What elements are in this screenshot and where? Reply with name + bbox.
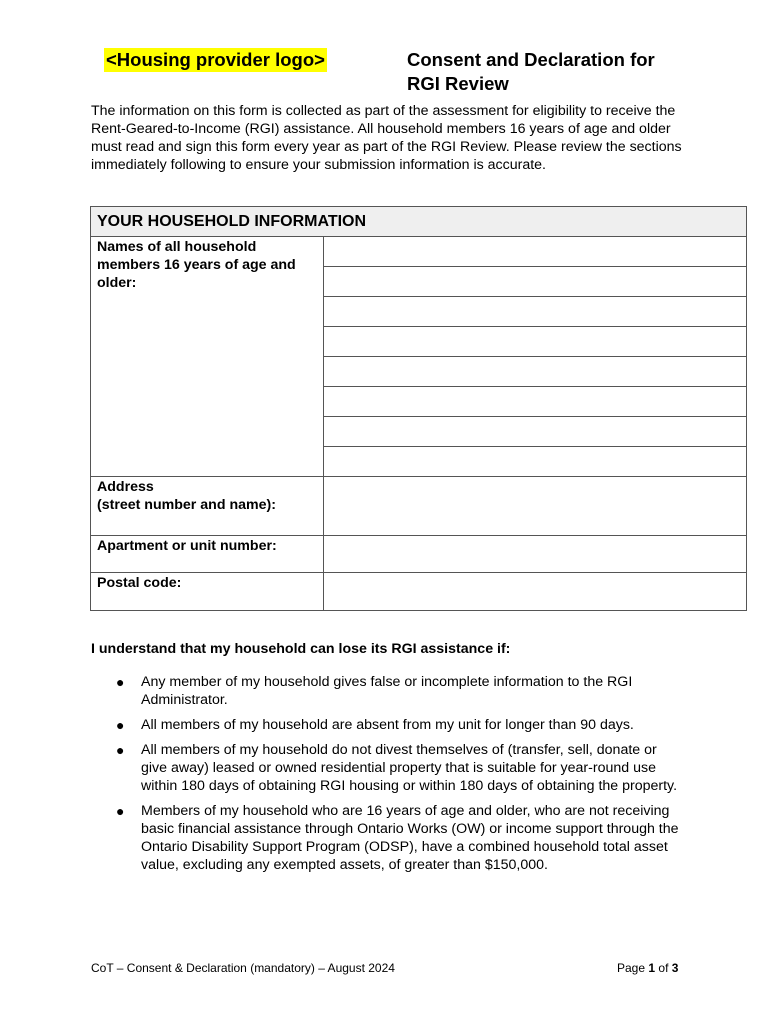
household-information-table — [90, 206, 747, 611]
rules-list — [116, 673, 686, 881]
name-field-5[interactable] — [324, 357, 747, 387]
postal-code-label: Postal code: — [91, 573, 324, 611]
names-label: Names of all household members 16 years of age and older: — [91, 237, 324, 477]
address-label — [91, 477, 324, 536]
name-field-7[interactable] — [324, 417, 747, 447]
list-item: ● All members of my household do not divest themselves of (transfer, sell, donate or give away) leased or owned residential property that is suitable for year-round use within 180 days of obtaining RGI housing or within 180 days of obtaining the property. — [116, 742, 678, 794]
address-label-line-1: Address — [97, 479, 154, 495]
name-field-3[interactable] — [324, 297, 747, 327]
name-field-2[interactable] — [324, 267, 747, 297]
household-section-heading: YOUR HOUSEHOLD INFORMATION — [91, 207, 747, 237]
name-field-4[interactable] — [324, 327, 747, 357]
intro-paragraph: The information on this form is collected as part of the assessment for eligibility to receive the Rent-Geared-to-Income (RGI) assistance. All household members 16 years of age and older must read and sign this form every year as part of the RGI Review. Please review the sections immediately following to ensure your submission information is accurate. — [91, 103, 682, 173]
apartment-field[interactable] — [324, 536, 747, 573]
name-field-1[interactable] — [324, 237, 747, 267]
bullet-icon: ● — [116, 674, 125, 690]
footer-page-number: Page 1 of 3 — [617, 961, 679, 975]
list-item: ● Any member of my household gives false or incomplete information to the RGI Administrator. — [116, 674, 633, 708]
housing-provider-logo-placeholder: <Housing provider logo> — [106, 49, 325, 70]
rules-intro: I understand that my household can lose its RGI assistance if: — [91, 641, 511, 657]
list-item: ● Members of my household who are 16 years of age and older, who are not receiving basic financial assistance through Ontario Works (OW) or income support through the Ontario Disability Support Program (ODSP), have a combined household total asset value, excluding any exempted assets, of greater than $150,000. — [116, 803, 679, 873]
postal-code-field[interactable] — [324, 573, 747, 611]
address-label-line-2: (street number and name): — [97, 497, 276, 513]
bullet-icon: ● — [116, 717, 125, 733]
title-line-2: RGI Review — [407, 73, 509, 94]
footer-document-id: CoT – Consent & Declaration (mandatory) – August 2024 — [91, 961, 395, 975]
bullet-icon: ● — [116, 742, 125, 758]
name-field-6[interactable] — [324, 387, 747, 417]
bullet-icon: ● — [116, 803, 125, 819]
address-field[interactable] — [324, 477, 747, 536]
list-item: ● All members of my household are absent from my unit for longer than 90 days. — [116, 717, 634, 733]
page-title — [407, 48, 707, 96]
title-line-1: Consent and Declaration for — [407, 49, 655, 70]
apartment-label: Apartment or unit number: — [91, 536, 324, 573]
name-field-8[interactable] — [324, 447, 747, 477]
